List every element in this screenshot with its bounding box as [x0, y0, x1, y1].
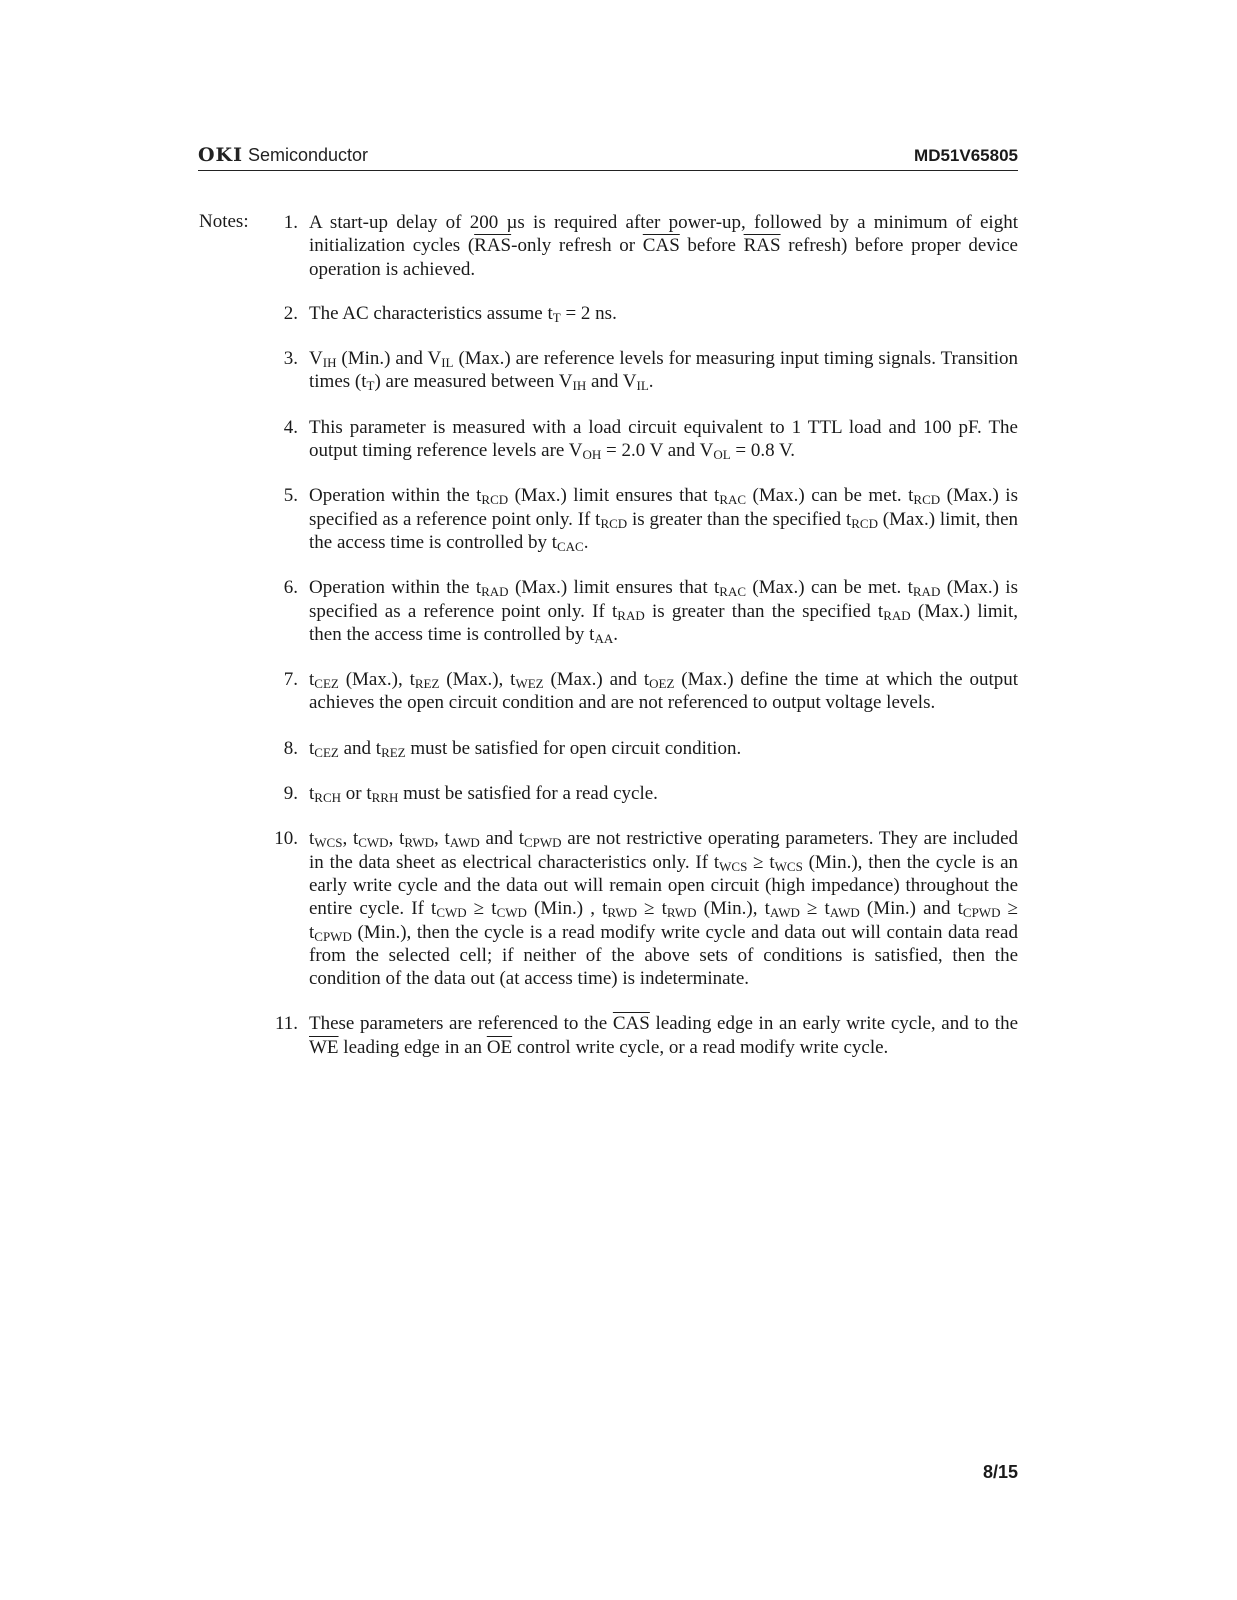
notes-label: Notes: [199, 211, 249, 232]
note-number: 8. [283, 737, 298, 759]
note-item [250, 737, 1018, 760]
note-number: 11. [274, 1013, 298, 1035]
note-item [250, 782, 1018, 805]
note-item [250, 576, 1018, 646]
note-text: Operation within the $t_{RCD}$ (Max.) limit ensures that $t_{RAC}$ (Max.) can be met. $t_{RCD}$ (Max.) is specified as a reference point only. If $t_{RCD}$ is greater than the specified $t_{RCD}$ (Max.) limit, then the access time is controlled by $t_{CAC}$. [309, 485, 1019, 554]
note-item [250, 347, 1018, 394]
oki-logo: OKI [198, 144, 243, 166]
note-text: This parameter is measured with a load circuit equivalent to 1 TTL load and 100 pF. The output timing reference levels are $V_{OH} = 2.0$ V and $V_{OL} = 0.8$ V. [309, 416, 1018, 463]
page-number: 8/15 [982, 1462, 1018, 1482]
note-number: 4. [283, 416, 298, 438]
note-number: 6. [283, 577, 298, 599]
note-number: 1. [283, 212, 298, 233]
note-item [250, 1012, 1018, 1059]
part-number: MD51V65805 [914, 146, 1018, 165]
brand-subtitle: Semiconductor [247, 145, 369, 165]
note-item [250, 668, 1018, 715]
note-text: A start-up delay of 200 µs is required after power-up, followed by a minimum of eight initialization cycles ($\overline{RAS}$-only refresh or $\overline{CAS}$ before $\overline{RAS}$ refresh) before proper device operation is achieved. [309, 212, 1018, 280]
note-item [250, 484, 1018, 554]
note-text: The AC characteristics assume $t_T = 2$ ns. [309, 302, 617, 325]
note-item [250, 416, 1018, 463]
note-item [250, 211, 1018, 281]
note-text: These parameters are referenced to the $\overline{CAS}$ leading edge in an early write cycle, and to the $\overline{WE}$ leading edge in an $\overline{OE}$ control write cycle, or a read modify write cycle. [309, 1013, 1018, 1058]
note-item [250, 827, 1018, 990]
note-number: 3. [283, 348, 298, 370]
brand [198, 144, 368, 166]
note-text: $V_{IH}$ (Min.) and $V_{IL}$ (Max.) are reference levels for measuring input timing signals. Transition times $(t_T)$ are measured between $V_{IH}$ and $V_{IL}$. [309, 348, 1018, 394]
note-text: $t_{WCS}$, $t_{CWD}$, $t_{RWD}$, $t_{AWD}$ and $t_{CPWD}$ are not restrictive operating parameters. They are included in the data sheet as electrical characteristics only. If $t_{WCS} \ge t_{WCS}$ (Min.), then the cycle is an early write cycle and the data out will remain open circuit (high impedance) throughout the entire cycle. If $t_{CWD} \ge t_{CWD}$ (Min.) , $t_{RWD} \ge t_{RWD}$ (Min.), $t_{AWD} \ge t_{AWD}$ (Min.) and $t_{CPWD} \ge t_{CPWD}$ (Min.), then the cycle is a read modify write cycle and data out will contain data read from the selected cell; if neither of the above sets of conditions is satisfied, then the condition of the data out (at access time) is indeterminate. [309, 828, 1019, 990]
note-text: $t_{RCH}$ or $t_{RRH}$ must be satisfied for a read cycle. [309, 783, 658, 806]
note-text: $t_{CEZ}$ and $t_{REZ}$ must be satisfied for open circuit condition. [309, 737, 742, 760]
note-number: 9. [283, 783, 298, 805]
note-number: 2. [283, 302, 298, 324]
note-text: Operation within the $t_{RAD}$ (Max.) limit ensures that $t_{RAC}$ (Max.) can be met. $t_{RAD}$ (Max.) is specified as a reference point only. If $t_{RAD}$ is greater than the specified $t_{RAD}$ (Max.) limit, then the access time is controlled by $t_{AA}$. [309, 577, 1018, 646]
notes-list [250, 211, 1018, 1059]
note-text: $t_{CEZ}$ (Max.), $t_{REZ}$ (Max.), $t_{WEZ}$ (Max.) and $t_{OEZ}$ (Max.) define the time at which the output achieves the open circuit condition and are not referenced to output voltage levels. [309, 669, 1019, 714]
page-header [198, 144, 1018, 171]
note-number: 10. [274, 828, 298, 850]
note-item [250, 302, 1018, 325]
note-number: 5. [283, 485, 298, 507]
note-number: 7. [283, 669, 298, 691]
